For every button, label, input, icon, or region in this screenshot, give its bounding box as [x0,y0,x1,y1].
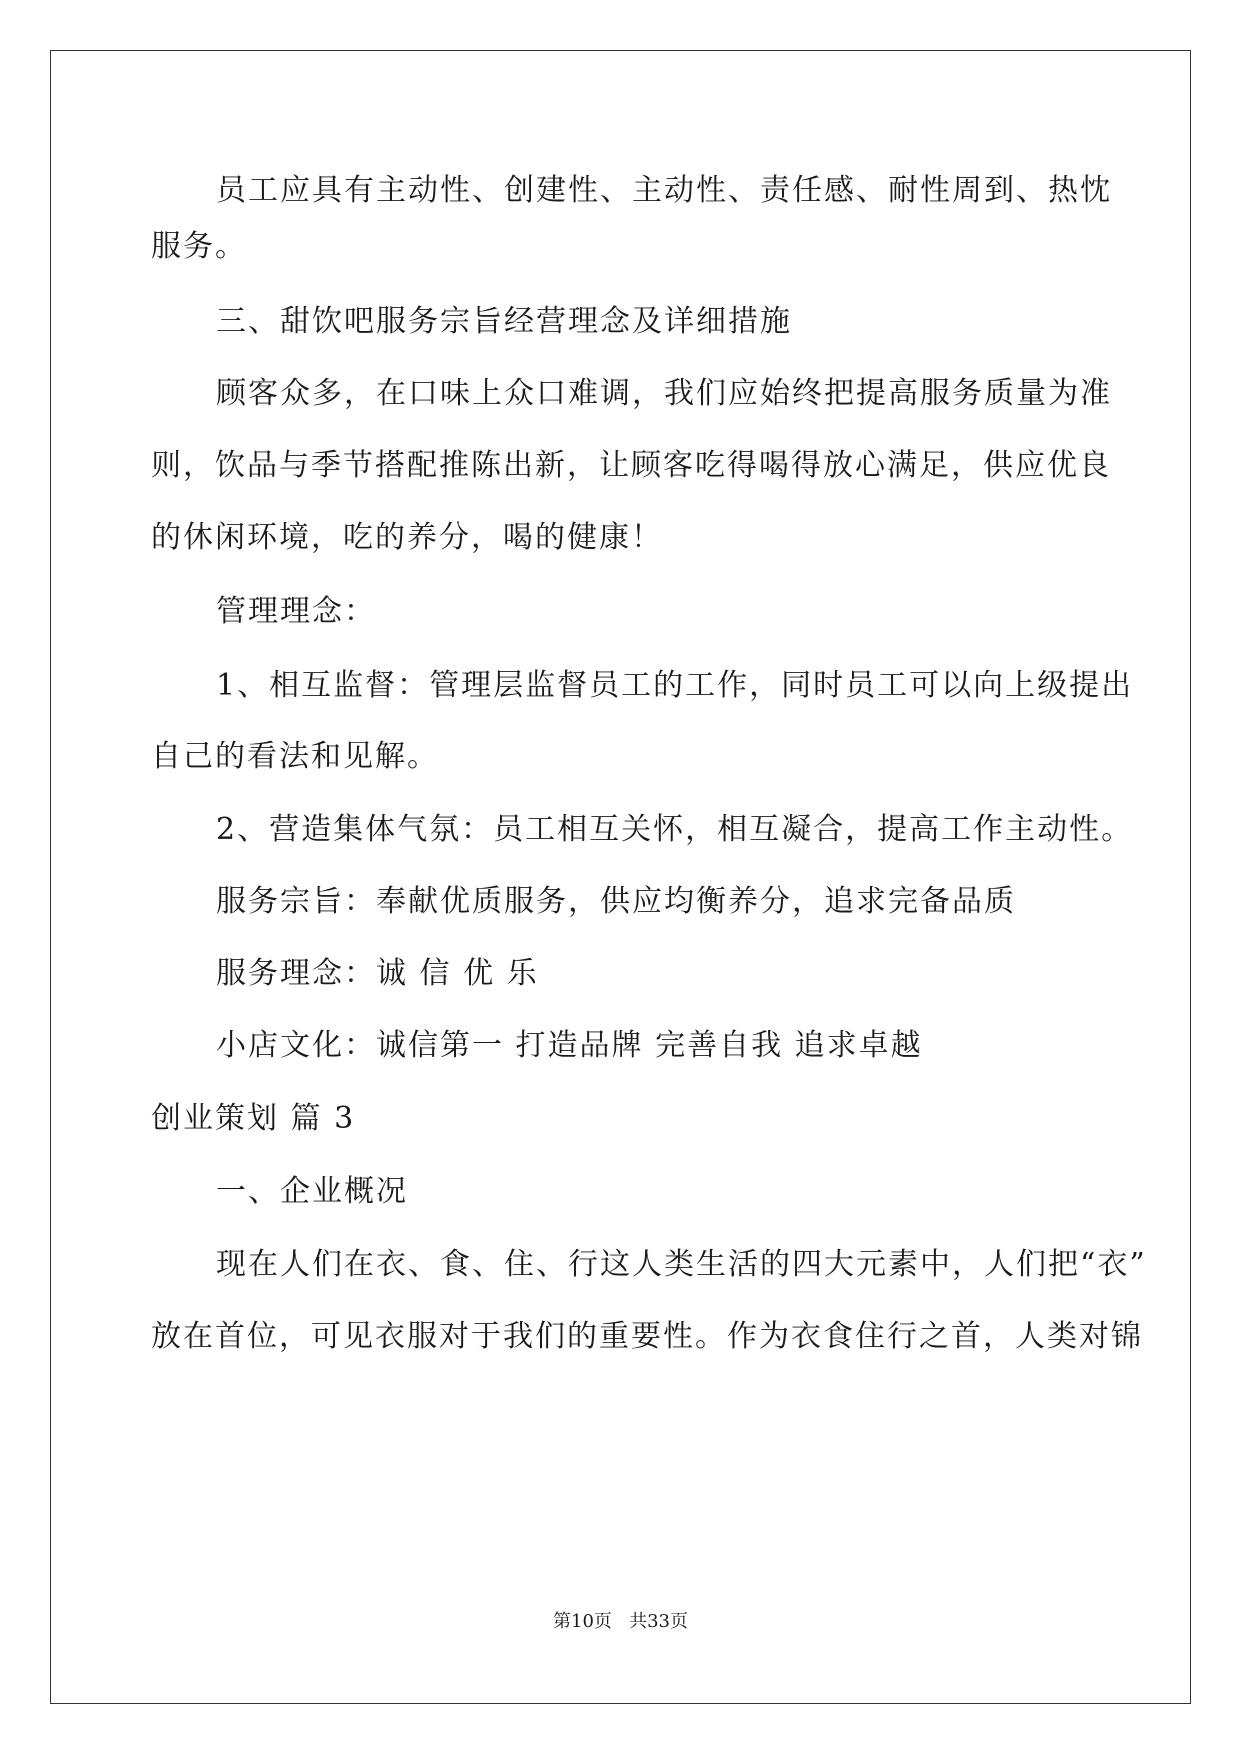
body-text-line: 放在首位，可见衣服对于我们的重要性。作为衣食住行之首，人类对锦 [151,1319,1143,1354]
body-text-line: 现在人们在衣、食、住、行这人类生活的四大元素中，人们把“衣” [216,1247,1147,1282]
body-text-line: 的休闲环境，吃的养分，喝的健康！ [151,520,663,555]
chapter-heading: 创业策划 篇 3 [151,1101,356,1136]
page-footer: 第10页 共33页 [553,1611,688,1632]
section-heading: 一、企业概况 [216,1174,408,1209]
body-text-line: 则，饮品与季节搭配推陈出新，让顾客吃得喝得放心满足，供应优良 [151,448,1111,483]
section-heading: 三、甜饮吧服务宗旨经营理念及详细措施 [216,304,792,339]
body-text-line: 服务。 [151,229,247,264]
list-item: 2、营造集体气氛：员工相互关怀，相互凝合，提高工作主动性。 [216,812,1134,847]
body-text-line: 小店文化：诚信第一 打造品牌 完善自我 追求卓越 [216,1028,923,1063]
list-item: 1、相互监督：管理层监督员工的工作，同时员工可以向上级提出 [216,668,1134,703]
body-text-line: 服务宗旨：奉献优质服务，供应均衡养分，追求完备品质 [216,884,1016,919]
body-text-line: 顾客众多，在口味上众口难调，我们应始终把提高服务质量为准 [216,376,1112,411]
body-text-line: 员工应具有主动性、创建性、主动性、责任感、耐性周到、热忱 [216,173,1112,208]
body-text-line: 自己的看法和见解。 [151,739,439,774]
body-text-line: 服务理念：诚 信 优 乐 [216,956,539,991]
subheading: 管理理念： [216,594,376,629]
page-border [50,50,1191,1704]
